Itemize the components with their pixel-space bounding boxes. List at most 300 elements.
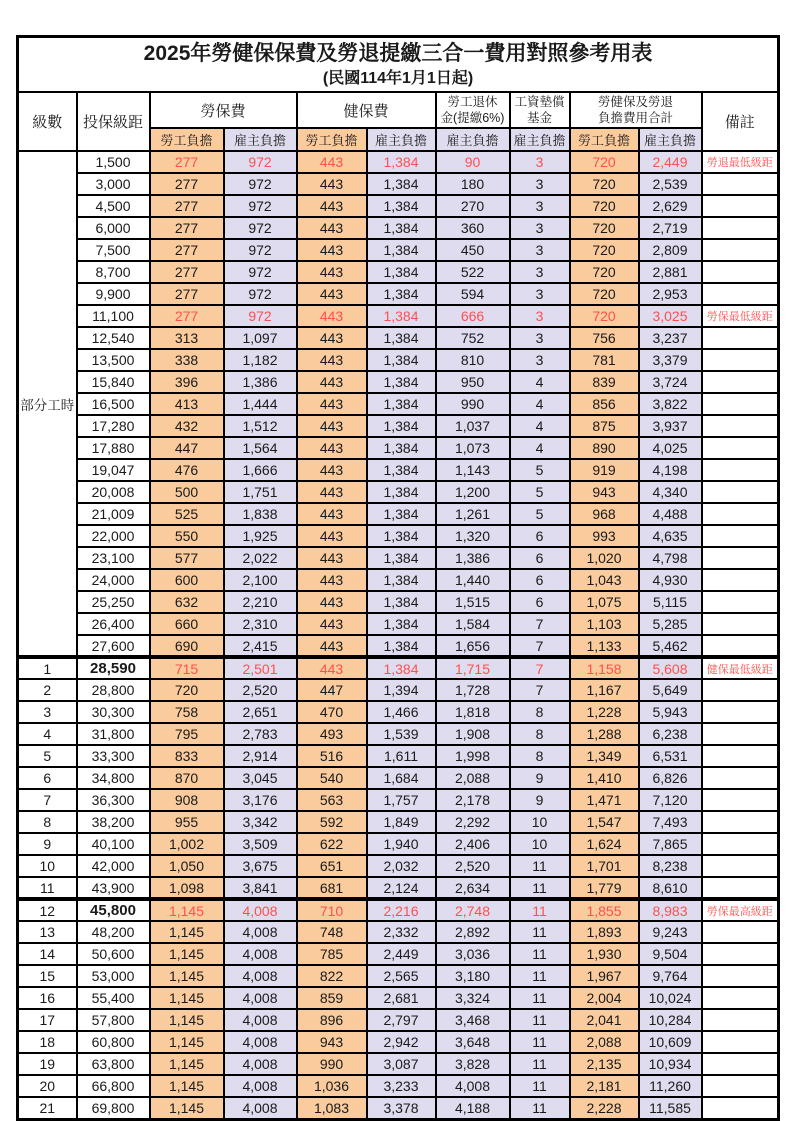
health-employer-cell: 1,611 — [367, 745, 436, 767]
total-worker-cell: 1,471 — [570, 789, 639, 811]
remark-cell — [702, 437, 779, 459]
fund-employer-cell: 3 — [510, 261, 570, 283]
remark-cell — [702, 591, 779, 613]
remark-cell — [702, 569, 779, 591]
labor-employer-cell: 1,444 — [224, 393, 297, 415]
table-body — [18, 151, 779, 1119]
table-row — [18, 415, 779, 437]
header-total-line1: 勞健保及勞退 — [597, 95, 673, 109]
total-worker-cell: 919 — [570, 459, 639, 481]
labor-worker-cell: 600 — [150, 569, 224, 591]
fund-employer-cell: 11 — [510, 1097, 570, 1119]
labor-worker-cell: 1,145 — [150, 921, 224, 943]
remark-cell — [702, 679, 779, 701]
table-row — [18, 393, 779, 415]
pension-employer-cell: 2,892 — [436, 921, 510, 943]
health-employer-cell: 1,384 — [367, 349, 436, 371]
labor-worker-cell: 1,145 — [150, 1053, 224, 1075]
bracket-cell: 53,000 — [77, 965, 150, 987]
health-worker-cell: 990 — [297, 1053, 367, 1075]
pension-employer-cell: 2,292 — [436, 811, 510, 833]
fund-employer-cell: 9 — [510, 767, 570, 789]
total-worker-cell: 943 — [570, 481, 639, 503]
header-pension — [436, 92, 510, 128]
pension-employer-cell: 1,073 — [436, 437, 510, 459]
health-worker-cell: 563 — [297, 789, 367, 811]
health-worker-cell: 748 — [297, 921, 367, 943]
labor-employer-cell: 1,925 — [224, 525, 297, 547]
level-cell: 13 — [18, 921, 77, 943]
health-worker-cell: 443 — [297, 481, 367, 503]
labor-employer-cell: 2,651 — [224, 701, 297, 723]
labor-worker-cell: 1,098 — [150, 877, 224, 899]
total-worker-cell: 720 — [570, 195, 639, 217]
health-worker-cell: 443 — [297, 547, 367, 569]
subheader-labor-worker: 勞工負擔 — [150, 128, 224, 151]
level-cell: 19 — [18, 1053, 77, 1075]
health-employer-cell: 1,384 — [367, 503, 436, 525]
labor-employer-cell: 972 — [224, 195, 297, 217]
total-employer-cell: 4,025 — [639, 437, 702, 459]
table-row — [18, 371, 779, 393]
labor-employer-cell: 1,838 — [224, 503, 297, 525]
total-employer-cell: 3,822 — [639, 393, 702, 415]
bracket-cell: 69,800 — [77, 1097, 150, 1119]
pension-employer-cell: 1,584 — [436, 613, 510, 635]
table-row — [18, 525, 779, 547]
total-employer-cell: 2,539 — [639, 173, 702, 195]
labor-employer-cell: 1,182 — [224, 349, 297, 371]
labor-worker-cell: 277 — [150, 305, 224, 327]
level-cell: 21 — [18, 1097, 77, 1119]
pension-employer-cell: 4,008 — [436, 1075, 510, 1097]
fund-employer-cell: 4 — [510, 415, 570, 437]
health-worker-cell: 443 — [297, 525, 367, 547]
bracket-cell: 24,000 — [77, 569, 150, 591]
health-worker-cell: 443 — [297, 371, 367, 393]
total-employer-cell: 5,943 — [639, 701, 702, 723]
labor-employer-cell: 1,097 — [224, 327, 297, 349]
labor-worker-cell: 1,145 — [150, 1031, 224, 1053]
remark-cell — [702, 1097, 779, 1119]
total-worker-cell: 1,967 — [570, 965, 639, 987]
subheader-pension-employer: 雇主負擔 — [436, 128, 510, 151]
labor-worker-cell: 1,145 — [150, 1075, 224, 1097]
labor-employer-cell: 972 — [224, 305, 297, 327]
fund-employer-cell: 3 — [510, 349, 570, 371]
labor-worker-cell: 908 — [150, 789, 224, 811]
labor-employer-cell: 2,210 — [224, 591, 297, 613]
health-employer-cell: 1,384 — [367, 371, 436, 393]
bracket-cell: 28,590 — [77, 657, 150, 679]
health-employer-cell: 1,384 — [367, 591, 436, 613]
remark-cell: 勞保最低級距 — [702, 305, 779, 327]
labor-worker-cell: 396 — [150, 371, 224, 393]
total-employer-cell: 10,934 — [639, 1053, 702, 1075]
pension-employer-cell: 2,088 — [436, 767, 510, 789]
bracket-cell: 34,800 — [77, 767, 150, 789]
level-cell: 3 — [18, 701, 77, 723]
remark-cell — [702, 459, 779, 481]
pension-employer-cell: 1,818 — [436, 701, 510, 723]
table-row — [18, 327, 779, 349]
total-employer-cell: 5,608 — [639, 657, 702, 679]
health-employer-cell: 1,384 — [367, 437, 436, 459]
remark-cell — [702, 1053, 779, 1075]
total-worker-cell: 875 — [570, 415, 639, 437]
health-employer-cell: 1,384 — [367, 151, 436, 173]
labor-worker-cell: 870 — [150, 767, 224, 789]
header-wage-fund — [510, 92, 570, 128]
header-bracket: 投保級距 — [77, 92, 150, 151]
health-employer-cell: 2,032 — [367, 855, 436, 877]
table-row — [18, 217, 779, 239]
labor-employer-cell: 3,675 — [224, 855, 297, 877]
labor-employer-cell: 972 — [224, 151, 297, 173]
bracket-cell: 42,000 — [77, 855, 150, 877]
total-employer-cell: 4,635 — [639, 525, 702, 547]
health-employer-cell: 2,797 — [367, 1009, 436, 1031]
fund-employer-cell: 3 — [510, 239, 570, 261]
total-employer-cell: 7,120 — [639, 789, 702, 811]
labor-worker-cell: 690 — [150, 635, 224, 657]
bracket-cell: 55,400 — [77, 987, 150, 1009]
remark-cell — [702, 833, 779, 855]
total-worker-cell: 1,103 — [570, 613, 639, 635]
health-worker-cell: 443 — [297, 569, 367, 591]
remark-cell — [702, 393, 779, 415]
labor-employer-cell: 2,501 — [224, 657, 297, 679]
total-employer-cell: 9,764 — [639, 965, 702, 987]
level-cell: 4 — [18, 723, 77, 745]
labor-worker-cell: 277 — [150, 261, 224, 283]
pension-employer-cell: 2,634 — [436, 877, 510, 899]
total-worker-cell: 1,410 — [570, 767, 639, 789]
table-row — [18, 899, 779, 921]
pension-employer-cell: 180 — [436, 173, 510, 195]
labor-worker-cell: 660 — [150, 613, 224, 635]
health-worker-cell: 443 — [297, 437, 367, 459]
total-employer-cell: 3,025 — [639, 305, 702, 327]
pension-employer-cell: 752 — [436, 327, 510, 349]
total-worker-cell: 1,020 — [570, 547, 639, 569]
total-worker-cell: 968 — [570, 503, 639, 525]
labor-worker-cell: 313 — [150, 327, 224, 349]
health-worker-cell: 443 — [297, 305, 367, 327]
labor-employer-cell: 4,008 — [224, 921, 297, 943]
total-employer-cell: 2,719 — [639, 217, 702, 239]
total-employer-cell: 8,610 — [639, 877, 702, 899]
pension-employer-cell: 950 — [436, 371, 510, 393]
remark-cell — [702, 745, 779, 767]
labor-worker-cell: 277 — [150, 151, 224, 173]
total-employer-cell: 5,115 — [639, 591, 702, 613]
bracket-cell: 6,000 — [77, 217, 150, 239]
health-worker-cell: 443 — [297, 195, 367, 217]
bracket-cell: 50,600 — [77, 943, 150, 965]
bracket-cell: 21,009 — [77, 503, 150, 525]
labor-employer-cell: 972 — [224, 261, 297, 283]
fund-employer-cell: 4 — [510, 393, 570, 415]
header-pension-line1: 勞工退休 — [447, 95, 498, 109]
total-employer-cell: 2,881 — [639, 261, 702, 283]
health-employer-cell: 1,384 — [367, 613, 436, 635]
health-worker-cell: 443 — [297, 239, 367, 261]
remark-cell — [702, 613, 779, 635]
table-row — [18, 459, 779, 481]
bracket-cell: 31,800 — [77, 723, 150, 745]
remark-cell — [702, 701, 779, 723]
remark-cell — [702, 525, 779, 547]
level-cell: 20 — [18, 1075, 77, 1097]
table-row — [18, 701, 779, 723]
fund-employer-cell: 11 — [510, 965, 570, 987]
pension-employer-cell: 1,386 — [436, 547, 510, 569]
health-employer-cell: 1,384 — [367, 239, 436, 261]
table-row — [18, 723, 779, 745]
labor-worker-cell: 1,145 — [150, 965, 224, 987]
health-worker-cell: 443 — [297, 173, 367, 195]
labor-employer-cell: 1,751 — [224, 481, 297, 503]
table-row — [18, 767, 779, 789]
bracket-cell: 1,500 — [77, 151, 150, 173]
labor-worker-cell: 413 — [150, 393, 224, 415]
labor-worker-cell: 277 — [150, 195, 224, 217]
level-cell: 1 — [18, 657, 77, 679]
remark-cell — [702, 481, 779, 503]
fund-employer-cell: 10 — [510, 833, 570, 855]
labor-employer-cell: 972 — [224, 217, 297, 239]
fund-employer-cell: 11 — [510, 987, 570, 1009]
remark-cell — [702, 1031, 779, 1053]
total-employer-cell: 9,504 — [639, 943, 702, 965]
health-worker-cell: 443 — [297, 327, 367, 349]
health-worker-cell: 681 — [297, 877, 367, 899]
fund-employer-cell: 3 — [510, 283, 570, 305]
bracket-cell: 26,400 — [77, 613, 150, 635]
health-employer-cell: 2,942 — [367, 1031, 436, 1053]
bracket-cell: 57,800 — [77, 1009, 150, 1031]
pension-employer-cell: 1,200 — [436, 481, 510, 503]
labor-worker-cell: 1,002 — [150, 833, 224, 855]
health-worker-cell: 443 — [297, 151, 367, 173]
pension-employer-cell: 1,715 — [436, 657, 510, 679]
table-row — [18, 503, 779, 525]
total-employer-cell: 4,340 — [639, 481, 702, 503]
fund-employer-cell: 6 — [510, 591, 570, 613]
labor-employer-cell: 2,520 — [224, 679, 297, 701]
bracket-cell: 25,250 — [77, 591, 150, 613]
total-employer-cell: 5,285 — [639, 613, 702, 635]
labor-worker-cell: 758 — [150, 701, 224, 723]
table-row — [18, 613, 779, 635]
bracket-cell: 30,300 — [77, 701, 150, 723]
health-worker-cell: 443 — [297, 283, 367, 305]
bracket-cell: 38,200 — [77, 811, 150, 833]
labor-employer-cell: 4,008 — [224, 987, 297, 1009]
health-employer-cell: 1,384 — [367, 569, 436, 591]
total-worker-cell: 720 — [570, 239, 639, 261]
fund-employer-cell: 5 — [510, 503, 570, 525]
remark-cell — [702, 283, 779, 305]
total-worker-cell: 756 — [570, 327, 639, 349]
labor-worker-cell: 955 — [150, 811, 224, 833]
premium-reference-table — [16, 35, 780, 1121]
remark-cell — [702, 371, 779, 393]
pension-employer-cell: 3,468 — [436, 1009, 510, 1031]
health-employer-cell: 1,384 — [367, 415, 436, 437]
level-cell: 8 — [18, 811, 77, 833]
labor-worker-cell: 715 — [150, 657, 224, 679]
fund-employer-cell: 8 — [510, 723, 570, 745]
level-cell: 2 — [18, 679, 77, 701]
bracket-cell: 17,280 — [77, 415, 150, 437]
bracket-cell: 48,200 — [77, 921, 150, 943]
health-employer-cell: 1,384 — [367, 635, 436, 657]
table-row — [18, 877, 779, 899]
health-worker-cell: 943 — [297, 1031, 367, 1053]
remark-cell — [702, 789, 779, 811]
labor-employer-cell: 1,512 — [224, 415, 297, 437]
bracket-cell: 63,800 — [77, 1053, 150, 1075]
remark-cell — [702, 239, 779, 261]
total-employer-cell: 3,937 — [639, 415, 702, 437]
fund-employer-cell: 11 — [510, 1009, 570, 1031]
total-worker-cell: 1,624 — [570, 833, 639, 855]
header-remark: 備註 — [702, 92, 779, 151]
labor-employer-cell: 972 — [224, 283, 297, 305]
fund-employer-cell: 11 — [510, 943, 570, 965]
remark-cell — [702, 327, 779, 349]
labor-employer-cell: 1,386 — [224, 371, 297, 393]
fund-employer-cell: 6 — [510, 569, 570, 591]
health-worker-cell: 622 — [297, 833, 367, 855]
total-employer-cell: 4,488 — [639, 503, 702, 525]
health-worker-cell: 710 — [297, 899, 367, 921]
remark-cell — [702, 173, 779, 195]
labor-worker-cell: 720 — [150, 679, 224, 701]
remark-cell — [702, 943, 779, 965]
health-worker-cell: 443 — [297, 261, 367, 283]
health-worker-cell: 447 — [297, 679, 367, 701]
pension-employer-cell: 360 — [436, 217, 510, 239]
table-row — [18, 1097, 779, 1119]
pension-employer-cell: 1,320 — [436, 525, 510, 547]
remark-cell — [702, 261, 779, 283]
total-employer-cell: 4,198 — [639, 459, 702, 481]
total-employer-cell: 9,243 — [639, 921, 702, 943]
total-employer-cell: 11,260 — [639, 1075, 702, 1097]
header-group-row — [18, 92, 779, 128]
fund-employer-cell: 11 — [510, 921, 570, 943]
health-worker-cell: 443 — [297, 349, 367, 371]
health-employer-cell: 1,384 — [367, 327, 436, 349]
total-employer-cell: 8,983 — [639, 899, 702, 921]
labor-worker-cell: 1,145 — [150, 987, 224, 1009]
level-cell: 7 — [18, 789, 77, 811]
subheader-health-employer: 雇主負擔 — [367, 128, 436, 151]
table-row — [18, 261, 779, 283]
labor-employer-cell: 972 — [224, 239, 297, 261]
fund-employer-cell: 5 — [510, 481, 570, 503]
fund-employer-cell: 4 — [510, 437, 570, 459]
total-worker-cell: 1,288 — [570, 723, 639, 745]
bracket-cell: 12,540 — [77, 327, 150, 349]
bracket-cell: 43,900 — [77, 877, 150, 899]
pension-employer-cell: 90 — [436, 151, 510, 173]
labor-employer-cell: 4,008 — [224, 1097, 297, 1119]
fund-employer-cell: 11 — [510, 1075, 570, 1097]
page-subtitle: (民國114年1月1日起) — [322, 69, 474, 87]
health-employer-cell: 2,565 — [367, 965, 436, 987]
level-cell: 16 — [18, 987, 77, 1009]
health-worker-cell: 443 — [297, 591, 367, 613]
total-employer-cell: 6,531 — [639, 745, 702, 767]
pension-employer-cell: 1,037 — [436, 415, 510, 437]
bracket-cell: 40,100 — [77, 833, 150, 855]
labor-employer-cell: 2,022 — [224, 547, 297, 569]
bracket-cell: 33,300 — [77, 745, 150, 767]
health-worker-cell: 493 — [297, 723, 367, 745]
fund-employer-cell: 3 — [510, 173, 570, 195]
total-employer-cell: 6,826 — [639, 767, 702, 789]
remark-cell — [702, 635, 779, 657]
pension-employer-cell: 810 — [436, 349, 510, 371]
health-employer-cell: 1,384 — [367, 393, 436, 415]
header-health-insurance: 健保費 — [297, 92, 436, 128]
labor-worker-cell: 632 — [150, 591, 224, 613]
health-employer-cell: 1,384 — [367, 261, 436, 283]
remark-cell: 勞保最高級距 — [702, 899, 779, 921]
bracket-cell: 9,900 — [77, 283, 150, 305]
table-row — [18, 1053, 779, 1075]
health-worker-cell: 443 — [297, 503, 367, 525]
labor-employer-cell: 3,342 — [224, 811, 297, 833]
table-row — [18, 173, 779, 195]
remark-cell — [702, 723, 779, 745]
health-employer-cell: 3,233 — [367, 1075, 436, 1097]
total-worker-cell: 1,893 — [570, 921, 639, 943]
subheader-health-worker: 勞工負擔 — [297, 128, 367, 151]
labor-employer-cell: 2,310 — [224, 613, 297, 635]
remark-cell — [702, 1075, 779, 1097]
pension-employer-cell: 1,998 — [436, 745, 510, 767]
level-cell: 14 — [18, 943, 77, 965]
labor-employer-cell: 3,841 — [224, 877, 297, 899]
pension-employer-cell: 2,748 — [436, 899, 510, 921]
health-employer-cell: 1,384 — [367, 547, 436, 569]
labor-worker-cell: 1,145 — [150, 1009, 224, 1031]
fund-employer-cell: 3 — [510, 327, 570, 349]
health-worker-cell: 470 — [297, 701, 367, 723]
header-level: 級數 — [18, 92, 77, 151]
labor-worker-cell: 277 — [150, 239, 224, 261]
total-worker-cell: 720 — [570, 261, 639, 283]
remark-cell — [702, 811, 779, 833]
health-worker-cell: 540 — [297, 767, 367, 789]
labor-worker-cell: 525 — [150, 503, 224, 525]
labor-employer-cell: 4,008 — [224, 943, 297, 965]
level-cell: 15 — [18, 965, 77, 987]
total-worker-cell: 1,167 — [570, 679, 639, 701]
total-employer-cell: 2,809 — [639, 239, 702, 261]
pension-employer-cell: 2,406 — [436, 833, 510, 855]
table-row — [18, 943, 779, 965]
total-worker-cell: 1,930 — [570, 943, 639, 965]
fund-employer-cell: 6 — [510, 525, 570, 547]
bracket-cell: 36,300 — [77, 789, 150, 811]
table-row — [18, 965, 779, 987]
